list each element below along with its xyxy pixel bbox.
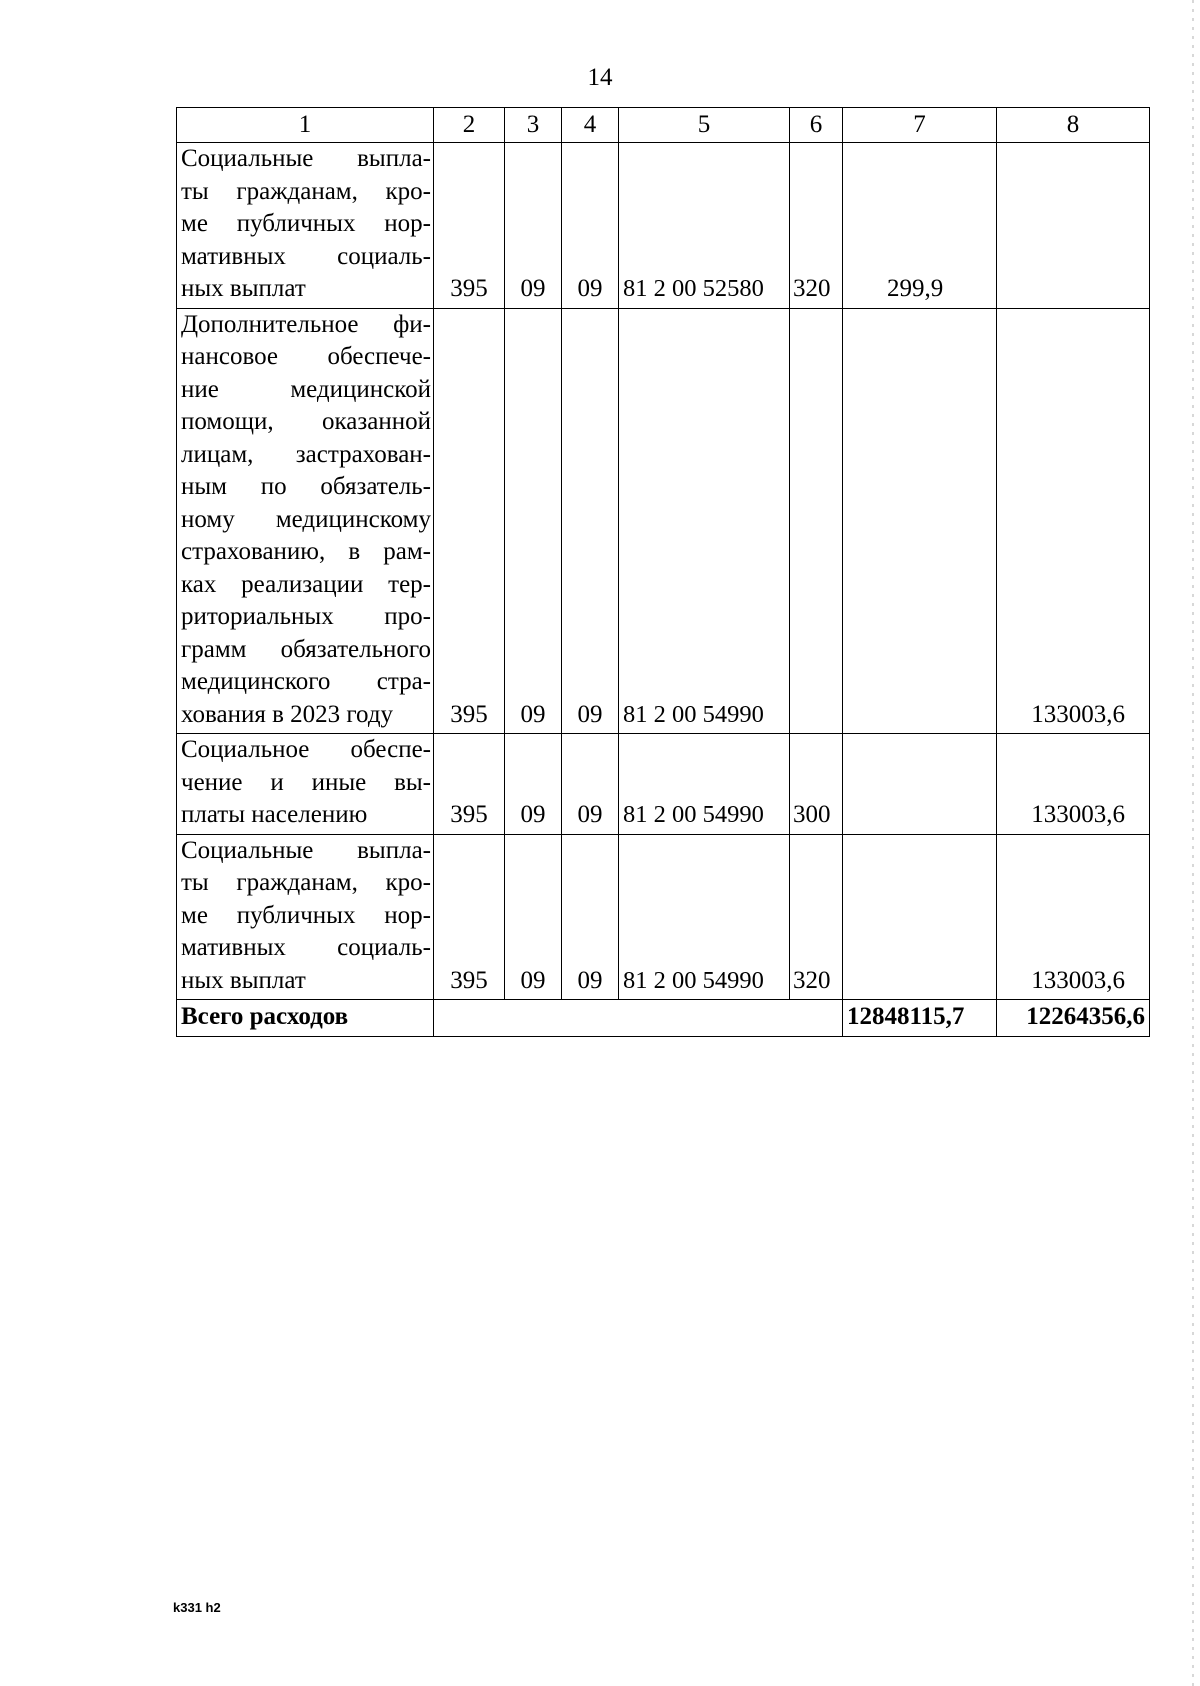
description-line: ным по обязатель- [181, 473, 431, 500]
description-line: ных выплат [181, 275, 306, 302]
row-column-6 [790, 308, 843, 734]
row-column-7: 299,9 [843, 143, 997, 309]
row-column-5: 81 2 00 54990 [619, 834, 790, 1000]
row-column-2: 395 [434, 143, 505, 309]
row-description [177, 734, 434, 835]
row-column-3: 09 [505, 308, 562, 734]
row-column-7 [843, 308, 997, 734]
row-column-7 [843, 734, 997, 835]
table-header-row [177, 108, 1150, 143]
budget-table [176, 107, 1150, 1037]
row-column-2: 395 [434, 308, 505, 734]
description-line: помощи, оказанной [181, 408, 431, 435]
column-header: 8 [997, 108, 1150, 143]
description-line: грамм обязательного [181, 635, 431, 663]
description-line: ме публичных нор- [181, 901, 431, 929]
row-column-6: 300 [790, 734, 843, 835]
description-line: Социальные выпла- [181, 836, 431, 864]
row-column-8: 133003,6 [997, 734, 1150, 835]
column-header: 6 [790, 108, 843, 143]
row-column-3: 09 [505, 143, 562, 309]
description-line: Социальные выпла- [181, 145, 431, 172]
column-header: 4 [562, 108, 619, 143]
column-header: 5 [619, 108, 790, 143]
description-line: Социальное обеспе- [181, 736, 431, 763]
row-column-4: 09 [562, 143, 619, 309]
row-column-8: 133003,6 [997, 834, 1150, 1000]
row-column-2: 395 [434, 734, 505, 835]
description-line: ках реализации тер- [181, 570, 431, 598]
column-header: 2 [434, 108, 505, 143]
page-number: 14 [587, 64, 613, 91]
total-label: Всего расходов [177, 1000, 434, 1037]
row-column-8 [997, 143, 1150, 309]
table-row [177, 143, 1150, 309]
total-empty-span [434, 1000, 843, 1037]
scan-edge-artifact [1192, 0, 1194, 1686]
total-column-7: 12848115,7 [843, 1000, 997, 1037]
table-row [177, 834, 1150, 1000]
description-line: мативных социаль- [181, 242, 431, 270]
description-line: страхованию, в рам- [181, 538, 431, 565]
table-row [177, 734, 1150, 835]
description-line: чение и иные вы- [181, 768, 431, 796]
description-line: ние медицинской [181, 375, 431, 403]
row-column-6: 320 [790, 834, 843, 1000]
column-header: 7 [843, 108, 997, 143]
row-column-5: 81 2 00 52580 [619, 143, 790, 309]
description-line: лицам, застрахован- [181, 440, 431, 468]
description-line: медицинского стра- [181, 668, 431, 695]
row-description [177, 143, 434, 309]
row-column-3: 09 [505, 834, 562, 1000]
row-column-3: 09 [505, 734, 562, 835]
row-column-6: 320 [790, 143, 843, 309]
description-line: ме публичных нор- [181, 210, 431, 237]
row-column-5: 81 2 00 54990 [619, 308, 790, 734]
description-line: ному медицинскому [181, 505, 431, 533]
row-column-7 [843, 834, 997, 1000]
row-column-4: 09 [562, 308, 619, 734]
column-header: 3 [505, 108, 562, 143]
row-column-8: 133003,6 [997, 308, 1150, 734]
description-line: ты гражданам, кро- [181, 177, 431, 205]
table-row [177, 308, 1150, 734]
total-row [177, 1000, 1150, 1037]
footer-code: k331 h2 [173, 1600, 221, 1615]
description-line: ты гражданам, кро- [181, 869, 431, 896]
description-line: Дополнительное фи- [181, 310, 431, 338]
description-line: хования в 2023 году [181, 700, 394, 728]
row-description [177, 308, 434, 734]
row-column-4: 09 [562, 734, 619, 835]
description-line: мативных социаль- [181, 934, 431, 961]
description-line: платы населению [181, 801, 368, 828]
total-column-8: 12264356,6 [997, 1000, 1150, 1037]
column-header: 1 [177, 108, 434, 143]
description-line: риториальных про- [181, 603, 431, 630]
row-description [177, 834, 434, 1000]
description-line: нансовое обеспече- [181, 343, 431, 370]
row-column-4: 09 [562, 834, 619, 1000]
description-line: ных выплат [181, 966, 306, 994]
row-column-2: 395 [434, 834, 505, 1000]
row-column-5: 81 2 00 54990 [619, 734, 790, 835]
